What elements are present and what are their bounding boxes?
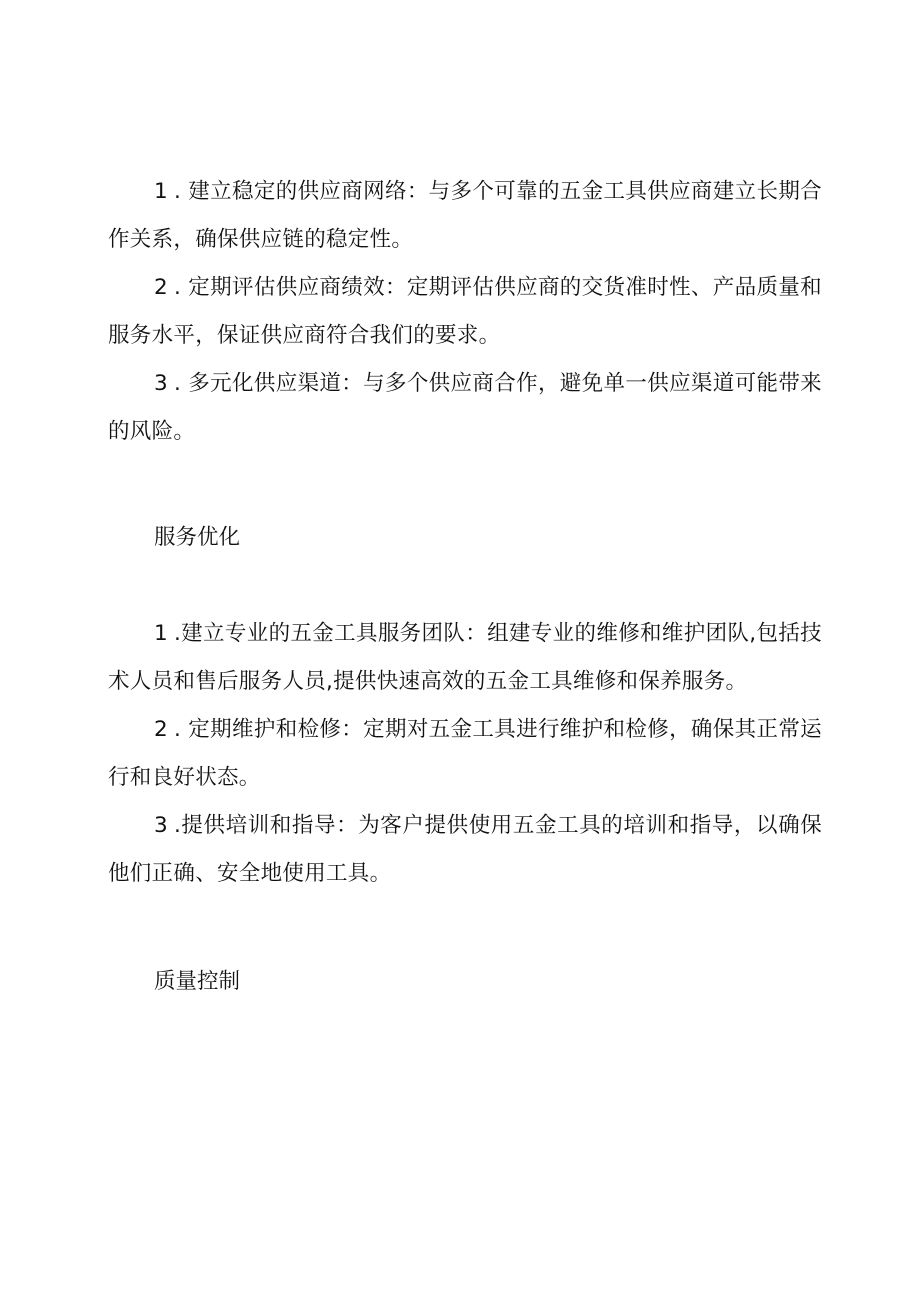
item-number: 1 [154,621,168,646]
item-text: . 建立稳定的供应商网络：与多个可靠的五金工具供应商建立长期合作关系，确保供应链的稳定性。 [108,179,822,252]
item-number: 3 [154,371,168,396]
item-number: 3 [154,813,168,838]
supply-item-1 [108,168,822,264]
item-number: 2 [154,717,168,742]
service-item-2 [108,706,822,802]
item-number: 2 [154,275,168,300]
section-heading-service: 服务优化 [154,525,241,550]
item-text: . 多元化供应渠道：与多个供应商合作，避免单一供应渠道可能带来的风险。 [108,371,822,444]
item-text: . 定期维护和检修：定期对五金工具进行维护和检修，确保其正常运行和良好状态。 [108,717,822,790]
item-text: .建立专业的五金工具服务团队：组建专业的维修和维护团队,包括技术人员和售后服务人员,提供快速高效的五金工具维修和保养服务。 [108,621,822,694]
supply-item-3 [108,360,822,456]
service-item-1 [108,610,822,706]
service-item-3 [108,802,822,898]
item-text: .提供培训和指导：为客户提供使用五金工具的培训和指导，以确保他们正确、安全地使用工具。 [108,813,822,886]
supply-item-2 [108,264,822,360]
item-text: . 定期评估供应商绩效：定期评估供应商的交货准时性、产品质量和服务水平，保证供应商符合我们的要求。 [108,275,822,348]
section-heading-quality: 质量控制 [154,969,241,994]
item-number: 1 [154,179,168,204]
